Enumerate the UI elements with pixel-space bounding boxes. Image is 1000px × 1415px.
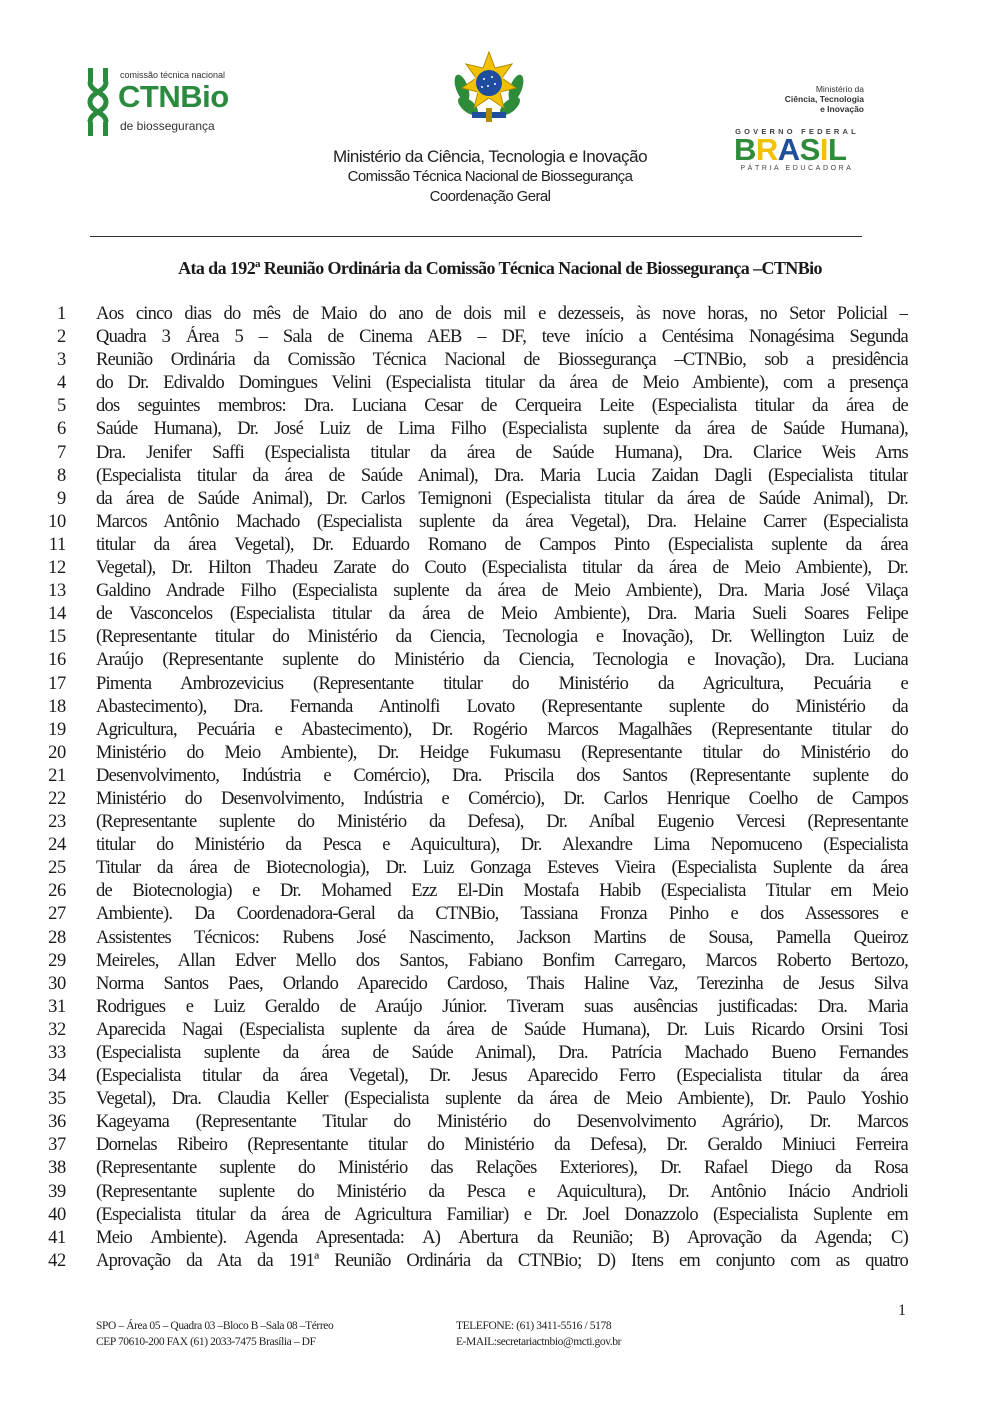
document-line <box>40 903 910 926</box>
line-number: 32 <box>48 1019 66 1040</box>
line-text: Saúde Humana), Dr. José Luiz de Lima Filho (Especialista suplente da área de Saúde Humana), <box>96 419 908 440</box>
line-number: 30 <box>48 973 66 994</box>
line-text: (Especialista titular da área de Saúde Animal), Dra. Maria Lucia Zaidan Dagli (Especialista titular <box>96 465 908 486</box>
dna-helix-icon <box>82 66 114 138</box>
footer-address-line1: SPO – Área 05 – Quadra 03 –Bloco B –Sala 08 –Térreo <box>96 1320 334 1332</box>
line-text: Desenvolvimento, Indústria e Comércio), Dra. Priscila dos Santos (Representante suplente do <box>96 765 908 786</box>
line-number: 29 <box>48 950 66 971</box>
ministry-line3: e Inovação <box>820 104 864 114</box>
header-coordination: Coordenação Geral <box>429 188 551 205</box>
line-text: Titular da área de Biotecnologia), Dr. Luiz Gonzaga Esteves Vieira (Especialista Suplente da área <box>96 858 908 879</box>
line-number: 39 <box>48 1181 66 1202</box>
line-text: Meio Ambiente). Agenda Apresentada: A) Abertura da Reunião; B) Aprovação da Agenda; C) <box>96 1227 908 1248</box>
footer-email: E-MAIL:secretariactnbio@mcti.gov.br <box>456 1336 622 1348</box>
document-line <box>40 442 910 465</box>
line-text: Aprovação da Ata da 191ª Reunião Ordinária da CTNBio; D) Itens em conjunto com as quatro <box>96 1250 908 1271</box>
governo-federal-label: GOVERNO FEDERAL <box>735 127 859 136</box>
line-text: Meireles, Allan Edver Mello dos Santos, Fabiano Bonfim Carregaro, Marcos Roberto Bertozo, <box>96 950 908 971</box>
document-line <box>40 488 910 511</box>
footer-phone: TELEFONE: (61) 3411-5516 / 5178 <box>456 1320 612 1332</box>
line-number: 3 <box>57 350 66 371</box>
document-line <box>40 811 910 834</box>
line-number: 15 <box>48 627 66 648</box>
footer-address <box>96 1318 333 1350</box>
line-text: Aparecida Nagai (Especialista suplente da área de Saúde Humana), Dr. Luis Ricardo Orsini Tosi <box>96 1019 908 1040</box>
line-number: 12 <box>48 558 66 579</box>
line-number: 2 <box>57 327 66 348</box>
line-text: de Vasconcelos (Especialista titular da área de Meio Ambiente), Dra. Maria Sueli Soares Felipe <box>96 604 908 625</box>
document-line <box>40 626 910 649</box>
line-text: Pimenta Ambrozevicius (Representante titular do Ministério da Agricultura, Pecuária e <box>96 673 908 694</box>
document-line <box>40 580 910 603</box>
line-number: 33 <box>48 1043 66 1063</box>
document-line <box>40 1134 910 1157</box>
document-line <box>40 788 910 811</box>
line-number: 18 <box>48 696 66 717</box>
line-text: (Representante suplente do Ministério da Pesca e Aquicultura), Dr. Antônio Inácio Andrioli <box>96 1181 908 1202</box>
line-text: dos seguintes membros: Dra. Luciana Cesar de Cerqueira Leite (Especialista titular da área de <box>96 396 908 417</box>
header <box>300 146 680 207</box>
document-body <box>40 303 910 1273</box>
footer-contact <box>456 1318 621 1350</box>
line-text: Galdino Andrade Filho (Especialista suplente da área de Meio Ambiente), Dra. Maria José Vilaça <box>96 581 908 602</box>
line-text: Ambiente). Da Coordenadora-Geral da CTNBio, Tassiana Fronza Pinho e dos Assessores e <box>96 904 908 925</box>
patria-educadora-label: PÁTRIA EDUCADORA <box>740 165 854 172</box>
line-number: 38 <box>48 1158 66 1179</box>
ministry-line2: Ciência, Tecnologia <box>784 94 864 104</box>
line-number: 42 <box>48 1250 66 1271</box>
line-text: Quadra 3 Área 5 – Sala de Cinema AEB – DF, teve início a Centésima Nonagésima Segunda <box>96 327 908 348</box>
line-text: Ministério do Meio Ambiente), Dr. Heidge Fukumasu (Representante titular do Ministério do <box>96 742 908 763</box>
line-number: 27 <box>48 904 66 925</box>
line-text: Vegetal), Dra. Claudia Keller (Especialista suplente da área de Meio Ambiente), Dr. Paulo Yoshio <box>96 1089 908 1110</box>
document-line <box>40 673 910 696</box>
line-text: de Biotecnologia) e Dr. Mohamed Ezz El-Din Mostafa Habib (Especialista Titular em Meio <box>96 881 908 902</box>
line-text: (Representante suplente do Ministério das Relações Exteriores), Dr. Rafael Diego da Rosa <box>96 1158 908 1179</box>
ministry-block <box>734 84 864 114</box>
document-line <box>40 1181 910 1204</box>
line-number: 25 <box>48 858 66 879</box>
line-text: (Especialista suplente da área de Saúde Animal), Dra. Patrícia Machado Bueno Fernandes <box>96 1043 908 1063</box>
line-number: 16 <box>48 650 66 671</box>
header-commission: Comissão Técnica Nacional de Biossegurança <box>347 168 633 185</box>
line-text: da área de Saúde Animal), Dr. Carlos Temignoni (Especialista titular da área de Saúde Animal), Dr. <box>96 488 908 509</box>
document-line <box>40 1111 910 1134</box>
document-line <box>40 1042 910 1065</box>
line-text: (Especialista titular da área de Agricultura Familiar) e Dr. Joel Donazzolo (Especialista Suplente em <box>96 1204 908 1225</box>
document-line <box>40 395 910 418</box>
line-text: titular do Ministério da Pesca e Aquicultura), Dr. Alexandre Lima Nepomuceno (Especialista <box>96 835 908 856</box>
line-number: 23 <box>48 812 66 833</box>
document-line <box>40 927 910 950</box>
line-text: (Especialista titular da área Vegetal), Dr. Jesus Aparecido Ferro (Especialista titular da área <box>96 1066 908 1087</box>
line-number: 21 <box>48 765 66 786</box>
document-line <box>40 950 910 973</box>
ctnbio-name: CTNBio <box>118 79 229 114</box>
ministry-line1: Ministério da <box>815 84 864 94</box>
line-text: Reunião Ordinária da Comissão Técnica Nacional de Biossegurança –CTNBio, sob a presidência <box>96 350 908 371</box>
line-number: 7 <box>57 442 66 463</box>
document-line <box>40 742 910 765</box>
page-number: 1 <box>898 1302 906 1319</box>
brasil-wordmark <box>734 134 846 166</box>
line-text: Kageyama (Representante Titular do Ministério do Desenvolvimento Agrário), Dr. Marcos <box>96 1112 908 1133</box>
line-number: 36 <box>48 1112 66 1133</box>
line-text: Dra. Jenifer Saffi (Especialista titular da área de Saúde Humana), Dra. Clarice Weis Arns <box>96 442 908 463</box>
document-line <box>40 349 910 372</box>
line-number: 5 <box>57 396 66 417</box>
line-number: 24 <box>48 835 66 856</box>
document-line <box>40 326 910 349</box>
governo-federal-logo <box>734 84 864 174</box>
line-text: (Representante titular do Ministério da Ciencia, Tecnologia e Inovação), Dr. Wellington Luiz de <box>96 627 908 648</box>
line-text: Agricultura, Pecuária e Abastecimento), Dr. Rogério Marcos Magalhães (Representante titular do <box>96 719 908 740</box>
line-text: Ministério do Desenvolvimento, Indústria e Comércio), Dr. Carlos Henrique Coelho de Campos <box>96 788 908 809</box>
document-line <box>40 1157 910 1180</box>
line-text: Norma Santos Paes, Orlando Aparecido Cardoso, Thais Haline Vaz, Terezinha de Jesus Silva <box>96 973 908 994</box>
document-line <box>40 303 910 326</box>
line-number: 10 <box>48 511 66 532</box>
header-ministry: Ministério da Ciência, Tecnologia e Inovação <box>332 147 648 166</box>
line-number: 19 <box>48 719 66 740</box>
ctnbio-bottom-text: de biossegurança <box>120 119 215 133</box>
brasil-text: BRASIL <box>734 132 847 167</box>
document-line <box>40 996 910 1019</box>
line-text: Araújo (Representante suplente do Ministério da Ciencia, Tecnologia e Inovação), Dra. Luciana <box>96 650 908 671</box>
document-line <box>40 534 910 557</box>
document-line <box>40 1250 910 1273</box>
line-number: 20 <box>48 742 66 763</box>
document-line <box>40 973 910 996</box>
document-line <box>40 1065 910 1088</box>
document-line <box>40 1227 910 1250</box>
line-text: Dornelas Ribeiro (Representante titular do Ministério da Defesa), Dr. Geraldo Miniuci Ferreira <box>96 1135 908 1156</box>
line-number: 8 <box>57 465 66 486</box>
ctnbio-logo <box>82 66 242 138</box>
line-text: titular da área Vegetal), Dr. Eduardo Romano de Campos Pinto (Especialista suplente da área <box>96 534 908 555</box>
line-number: 6 <box>57 419 66 440</box>
line-number: 1 <box>57 304 66 324</box>
document-line <box>40 1088 910 1111</box>
line-number: 4 <box>57 373 66 394</box>
document-line <box>40 857 910 880</box>
line-number: 28 <box>48 927 66 948</box>
document-line <box>40 765 910 788</box>
line-number: 22 <box>48 788 66 809</box>
line-number: 26 <box>48 881 66 902</box>
line-number: 41 <box>48 1227 66 1248</box>
line-number: 13 <box>48 581 66 602</box>
line-text: Vegetal), Dr. Hilton Thadeu Zarate do Couto (Especialista titular da área de Meio Ambiente), Dr. <box>96 558 908 579</box>
document-title: Ata da 192ª Reunião Ordinária da Comissão Técnica Nacional de Biossegurança –CTNBio <box>178 258 822 278</box>
line-text: Aos cinco dias do mês de Maio do ano de dois mil e dezesseis, às nove horas, no Setor Policial – <box>96 304 908 324</box>
footer-address-line2: CEP 70610-200 FAX (61) 2033-7475 Brasília – DF <box>96 1336 316 1348</box>
document-line <box>40 880 910 903</box>
document-line <box>40 834 910 857</box>
line-text: Assistentes Técnicos: Rubens José Nascimento, Jackson Martins de Sousa, Pamella Queiroz <box>96 927 908 948</box>
document-line <box>40 372 910 395</box>
document-line <box>40 557 910 580</box>
document-line <box>40 465 910 488</box>
line-text: (Representante suplente do Ministério da Defesa), Dr. Aníbal Eugenio Vercesi (Representante <box>96 812 908 833</box>
line-number: 11 <box>48 534 66 555</box>
line-number: 40 <box>48 1204 66 1225</box>
line-number: 31 <box>48 996 66 1017</box>
document-line <box>40 1019 910 1042</box>
document-line <box>40 418 910 441</box>
line-number: 37 <box>48 1135 66 1156</box>
header-divider <box>90 236 862 237</box>
line-number: 34 <box>48 1066 66 1087</box>
line-number: 35 <box>48 1089 66 1110</box>
document-line <box>40 511 910 534</box>
line-number: 14 <box>48 604 66 625</box>
line-text: Marcos Antônio Machado (Especialista suplente da área Vegetal), Dra. Helaine Carrer (Especialista <box>96 511 908 532</box>
line-text: Rodrigues e Luiz Geraldo de Araújo Júnior. Tiveram suas ausências justificadas: Dra. Maria <box>96 996 908 1017</box>
ctnbio-top-text: comissão técnica nacional <box>120 70 226 80</box>
document-line <box>40 696 910 719</box>
line-text: do Dr. Edivaldo Domingues Velini (Especialista titular da área de Meio Ambiente), com a presença <box>96 373 908 394</box>
document-line <box>40 603 910 626</box>
document-line <box>40 719 910 742</box>
line-number: 17 <box>48 673 66 694</box>
line-number: 9 <box>57 488 66 509</box>
document-line <box>40 1204 910 1227</box>
document-line <box>40 649 910 672</box>
brazil-coat-of-arms-icon <box>450 50 528 128</box>
line-text: Abastecimento), Dra. Fernanda Antinolfi Lovato (Representante suplente do Ministério da <box>96 696 908 717</box>
